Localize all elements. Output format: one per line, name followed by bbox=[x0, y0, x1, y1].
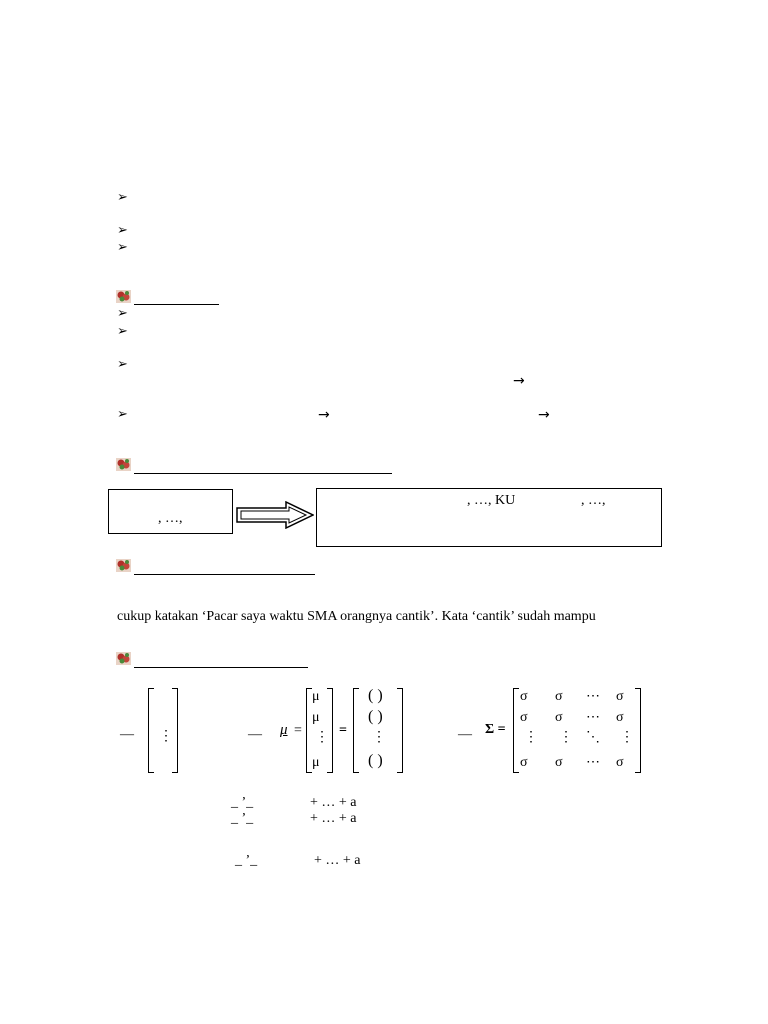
flower-icon bbox=[116, 559, 131, 572]
big-right-arrow-icon bbox=[236, 501, 314, 529]
sigma-entry: σ bbox=[520, 689, 528, 704]
arrow-icon: → bbox=[318, 407, 330, 423]
paren-entry: ( ) bbox=[368, 687, 383, 704]
matrix-dash: — bbox=[458, 727, 472, 742]
paragraph-text: cukup katakan ‘Pacar saya waktu SMA orangnya cantik’. Kata ‘cantik’ sudah mampu bbox=[117, 609, 596, 624]
sigma-entry: σ bbox=[616, 710, 624, 725]
mu-entry: μ bbox=[312, 689, 320, 704]
section-heading-underline bbox=[134, 667, 308, 668]
mu-entry: ⋮ bbox=[315, 730, 329, 745]
sigma-entry: ⋮ bbox=[524, 730, 538, 745]
matrix-dash: — bbox=[120, 727, 134, 742]
mu-entry: μ bbox=[312, 710, 320, 725]
bullet-3: ➢ bbox=[117, 240, 128, 255]
schema-left-text: , …, bbox=[158, 511, 183, 526]
equation-right: + … + a bbox=[310, 811, 357, 826]
paren-entry: ( ) bbox=[368, 708, 383, 725]
sigma-bracket-left bbox=[513, 688, 519, 773]
sigma-entry: σ bbox=[520, 710, 528, 725]
equation-left: _ ’_ bbox=[231, 795, 254, 810]
equals-sign: = bbox=[339, 723, 347, 738]
mu-vector-label: μ bbox=[280, 722, 288, 738]
bullet-1: ➢ bbox=[117, 190, 128, 205]
bullet-5: ➢ bbox=[117, 324, 128, 339]
schema-right-text-a: , …, KU bbox=[467, 493, 516, 508]
sigma-entry: σ bbox=[555, 755, 563, 770]
paren-entry: ⋮ bbox=[372, 730, 386, 745]
sigma-entry: ⋯ bbox=[586, 755, 600, 770]
sigma-entry: σ bbox=[520, 755, 528, 770]
schema-left-box bbox=[108, 489, 233, 534]
schema-right-text-b: , …, bbox=[581, 493, 606, 508]
matrix-bracket-left bbox=[148, 688, 154, 773]
equals-sign: = bbox=[294, 723, 302, 738]
section-heading-underline bbox=[134, 473, 392, 474]
sigma-entry: σ bbox=[555, 689, 563, 704]
matrix-bracket-right bbox=[172, 688, 178, 773]
sigma-entry: σ bbox=[616, 689, 624, 704]
flower-icon bbox=[116, 290, 131, 303]
sigma-entry: σ bbox=[555, 710, 563, 725]
sigma-entry: σ bbox=[616, 755, 624, 770]
section-heading-underline bbox=[134, 304, 219, 305]
equation-left: _ ’_ bbox=[235, 853, 258, 868]
paren-bracket-left bbox=[353, 688, 359, 773]
bullet-4: ➢ bbox=[117, 306, 128, 321]
arrow-icon: → bbox=[538, 407, 550, 423]
paren-entry: ( ) bbox=[368, 752, 383, 769]
sigma-label: Σ = bbox=[485, 722, 506, 737]
schema-right-box bbox=[316, 488, 662, 547]
bullet-7: ➢ bbox=[117, 407, 128, 422]
section-heading-underline bbox=[134, 574, 315, 575]
equation-right: + … + a bbox=[310, 795, 357, 810]
matrix-vdots: ⋮ bbox=[159, 729, 173, 744]
sigma-entry: ⋮ bbox=[620, 730, 634, 745]
equation-left: _ ’_ bbox=[231, 811, 254, 826]
mu-bracket-right bbox=[327, 688, 333, 773]
sigma-entry: ⋯ bbox=[586, 689, 600, 704]
paren-bracket-right bbox=[397, 688, 403, 773]
equation-right: + … + a bbox=[314, 853, 361, 868]
sigma-entry: ⋯ bbox=[586, 710, 600, 725]
flower-icon bbox=[116, 652, 131, 665]
sigma-bracket-right bbox=[635, 688, 641, 773]
arrow-icon: → bbox=[513, 373, 525, 389]
matrix-dash: — bbox=[248, 727, 262, 742]
bullet-6: ➢ bbox=[117, 357, 128, 372]
bullet-2: ➢ bbox=[117, 223, 128, 238]
sigma-entry: ⋮ bbox=[559, 730, 573, 745]
mu-entry: μ bbox=[312, 755, 320, 770]
flower-icon bbox=[116, 458, 131, 471]
sigma-entry: ⋱ bbox=[586, 730, 600, 745]
